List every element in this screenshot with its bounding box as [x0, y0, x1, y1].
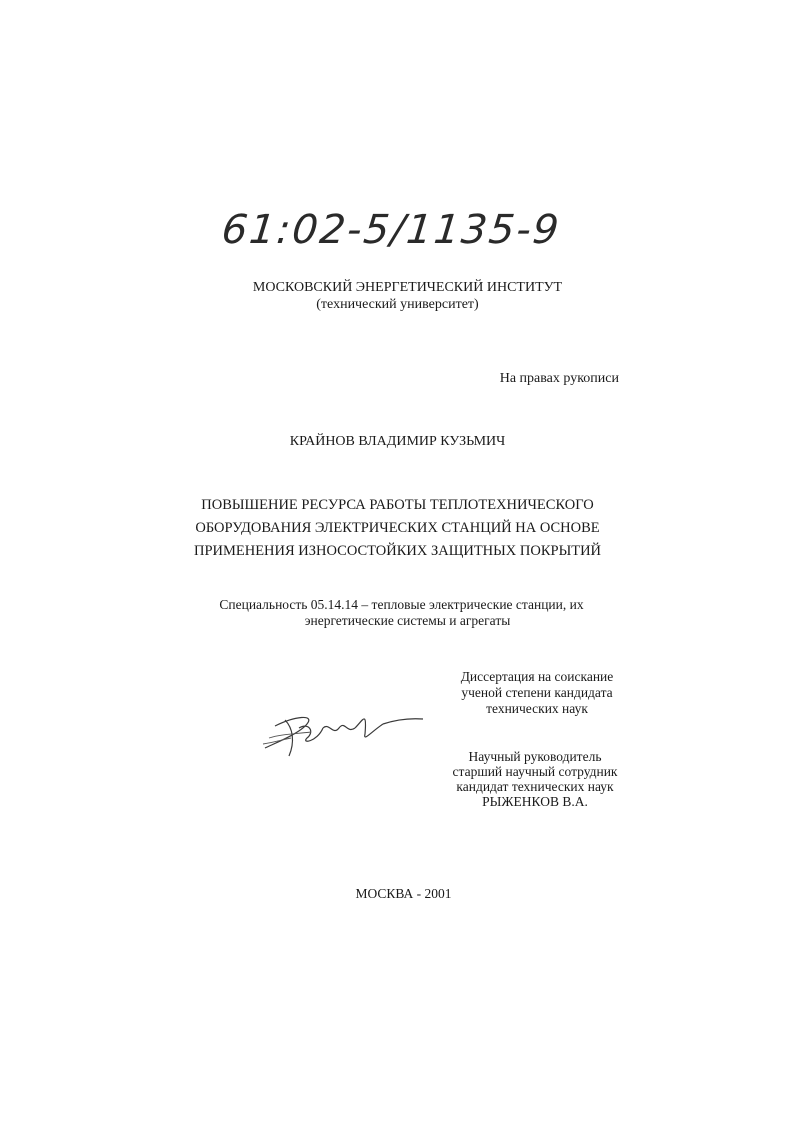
dissertation-line: Диссертация на соискание: [460, 669, 614, 684]
city-year-text: МОСКВА - 2001: [355, 886, 452, 901]
speciality-block: [0, 597, 795, 629]
author-name: КРАЙНОВ ВЛАДИМИР КУЗЬМИЧ: [289, 434, 506, 449]
supervisor-name: РЫЖЕНКОВ В.А.: [482, 794, 588, 809]
speciality-line: энергетические системы и агрегаты: [304, 613, 511, 628]
supervisor-line: Научный руководитель: [468, 749, 602, 764]
speciality-line: Специальность 05.14.14 – тепловые электрические станции, их: [219, 597, 584, 612]
institute-block: [0, 279, 795, 313]
signature-image: [255, 698, 430, 760]
institute-name: МОСКОВСКИЙ ЭНЕРГЕТИЧЕСКИЙ ИНСТИТУТ: [252, 280, 563, 295]
handwritten-archive-number: 61:02-5/1135-9: [219, 207, 563, 253]
rights-note: На правах рукописи: [499, 371, 619, 386]
supervisor-line: кандидат технических наук: [456, 779, 614, 794]
thesis-title: [0, 494, 795, 563]
supervisor-block: [440, 749, 630, 809]
city-year: [0, 886, 795, 902]
institute-subtitle: (технический университет): [316, 297, 479, 312]
dissertation-block: [447, 669, 627, 717]
thesis-title-line: ПОВЫШЕНИЕ РЕСУРСА РАБОТЫ ТЕПЛОТЕХНИЧЕСКОГО: [201, 497, 594, 513]
dissertation-line: ученой степени кандидата: [461, 685, 613, 700]
thesis-title-line: ПРИМЕНЕНИЯ ИЗНОСОСТОЙКИХ ЗАЩИТНЫХ ПОКРЫТИЙ: [193, 543, 602, 559]
thesis-title-line: ОБОРУДОВАНИЯ ЭЛЕКТРИЧЕСКИХ СТАНЦИЙ НА ОСНОВЕ: [195, 520, 600, 536]
supervisor-line: старший научный сотрудник: [452, 764, 618, 779]
dissertation-line: технических наук: [486, 701, 588, 716]
